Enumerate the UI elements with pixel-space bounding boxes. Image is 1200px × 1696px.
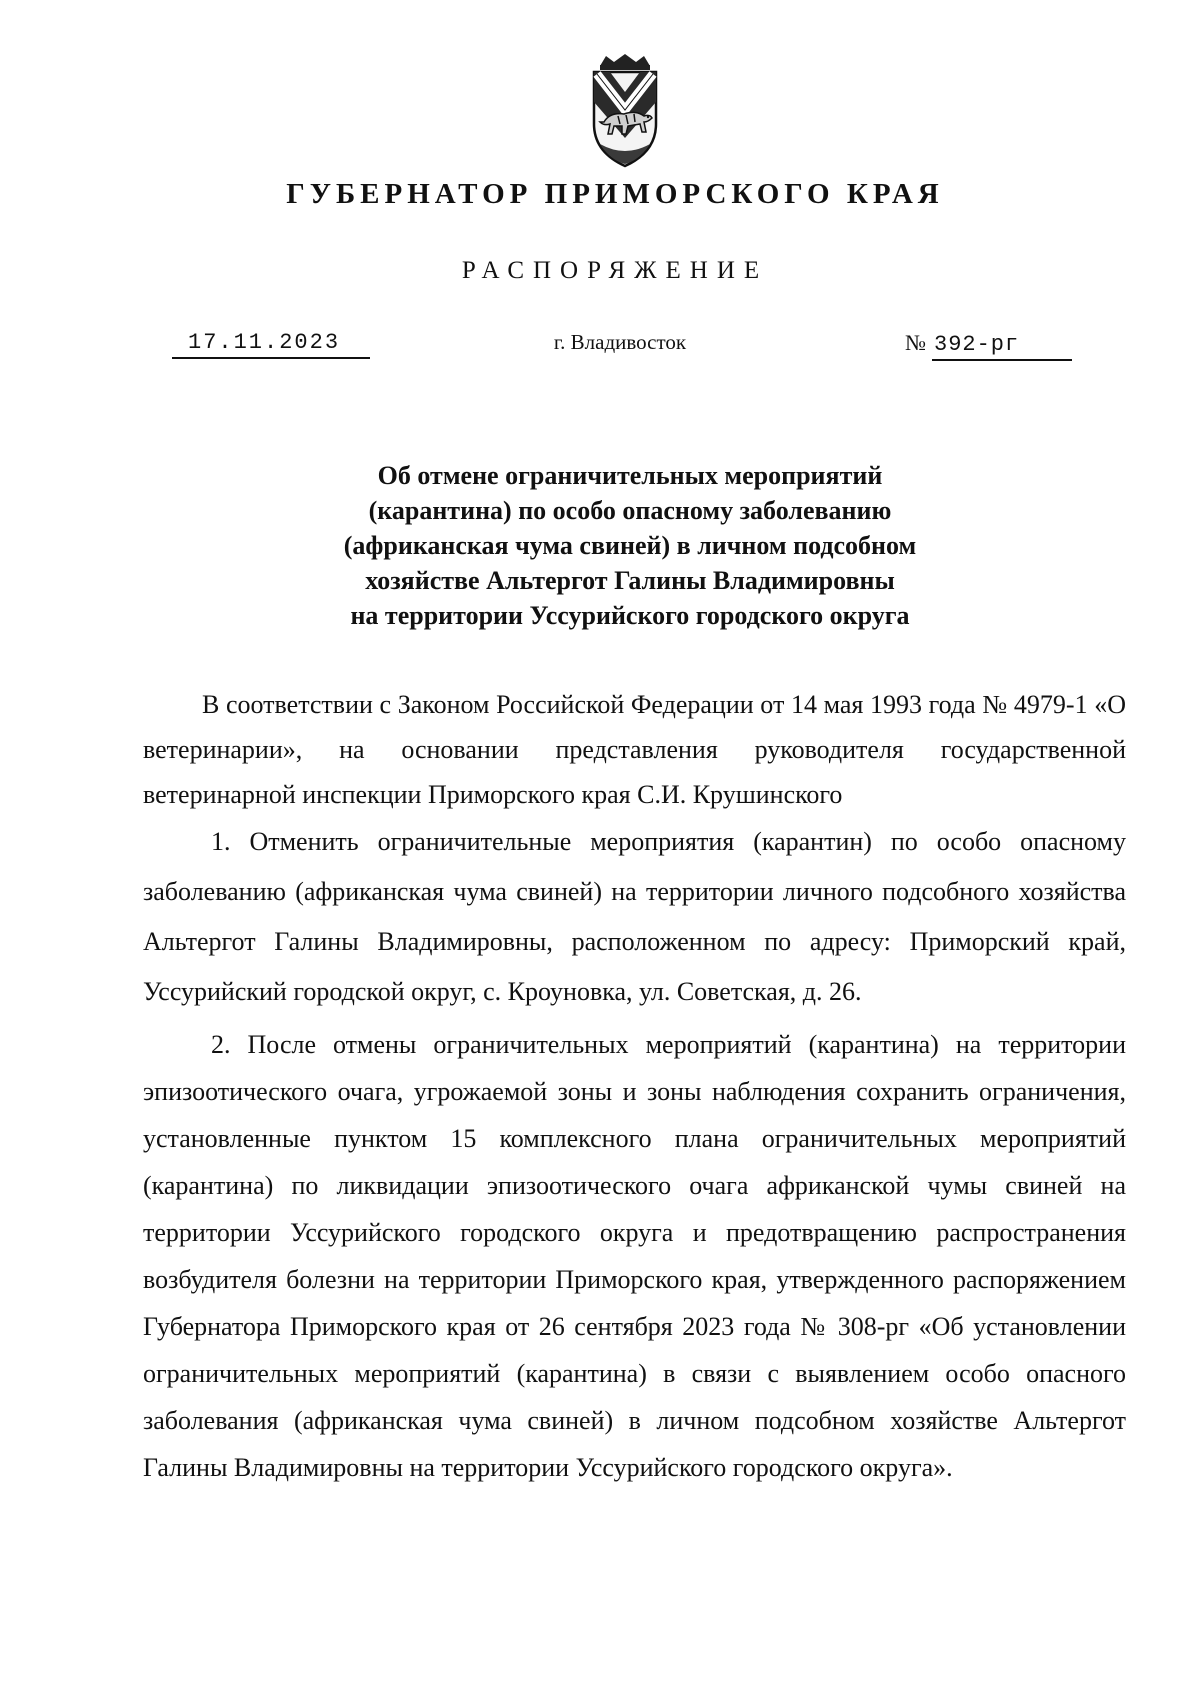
- document-title: [200, 458, 1060, 633]
- body-paragraph-item-2: 2. После отмены ограничительных мероприятий (карантина) на территории эпизоотического очага, угрожаемой зоны и зоны наблюдения сохранить ограничения, установленные пунктом 15 комплексного плана ограничительных мероприятий (карантина) по ликвидации эпизоотического очага африканской чумы свиней на территории Уссурийского городского округа и предотвращению распространения возбудителя болезни на территории Приморского края, утвержденного распоряжением Губернатора Приморского края от 26 сентября 2023 года № 308-рг «Об установлении ограничительных мероприятий (карантина) в связи с выявлением особо опасного заболевания (африканская чума свиней) в личном подсобном хозяйстве Альтергот Галины Владимировны на территории Уссурийского городского округа».: [143, 1030, 1126, 1482]
- document-number-block: [905, 330, 1085, 361]
- document-date: 17.11.2023: [172, 330, 370, 359]
- primorsky-krai-coat-of-arms-icon: [570, 52, 680, 172]
- issuing-authority: ГУБЕРНАТОР ПРИМОРСКОГО КРАЯ: [286, 178, 944, 210]
- title-line: (карантина) по особо опасному заболеванию: [368, 496, 892, 525]
- document-body: [143, 682, 1126, 1491]
- title-line: (африканская чума свиней) в личном подсобном: [343, 531, 917, 560]
- document-type: РАСПОРЯЖЕНИЕ: [461, 257, 769, 284]
- body-paragraph-preamble: В соответствии с Законом Российской Федерации от 14 мая 1993 года № 4979-1 «О ветеринарии», на основании представления руководителя государственной ветеринарной инспекции Приморского края С.И. Крушинского: [143, 690, 1126, 809]
- document-city: г. Владивосток: [553, 330, 687, 354]
- number-sign: №: [905, 330, 926, 355]
- document-number: 392-рг: [932, 332, 1072, 361]
- body-paragraph-item-1: 1. Отменить ограничительные мероприятия (карантин) по особо опасному заболеванию (африканская чума свиней) на территории личного подсобного хозяйства Альтергот Галины Владимировны, расположенном по адресу: Приморский край, Уссурийский городской округ, с. Кроуновка, ул. Советская, д. 26.: [143, 827, 1126, 1006]
- title-line: Об отмене ограничительных мероприятий: [377, 461, 883, 490]
- title-line: на территории Уссурийского городского округа: [350, 601, 910, 630]
- title-line: хозяйстве Альтергот Галины Владимировны: [365, 566, 895, 595]
